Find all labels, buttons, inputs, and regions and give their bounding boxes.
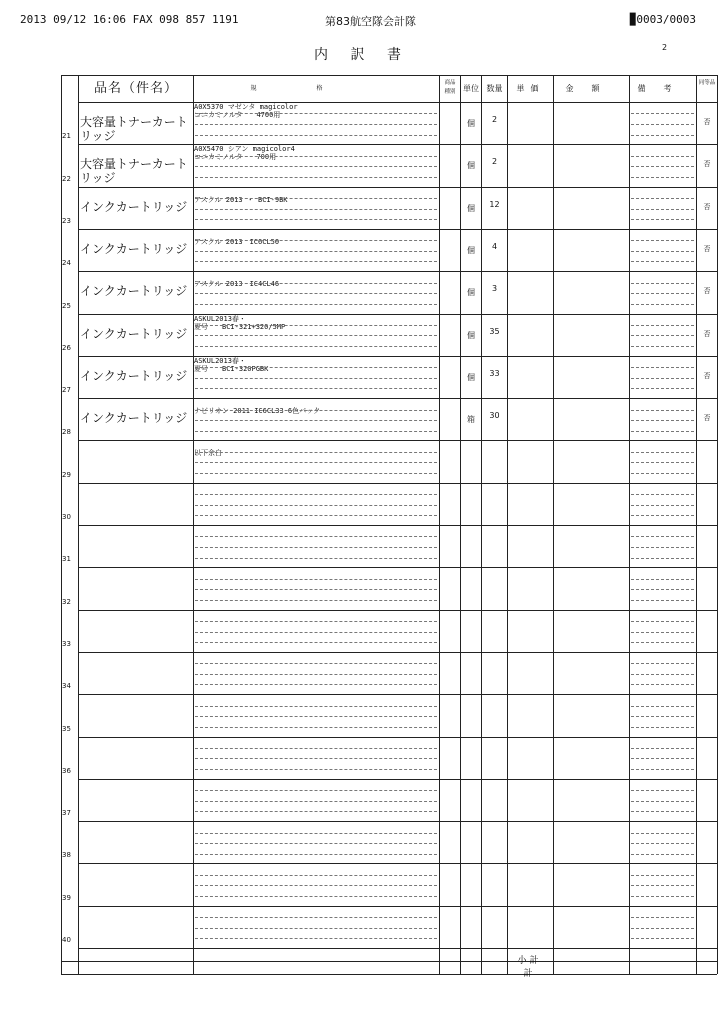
spec-dashed-line [195,727,437,728]
item-name: インクカートリッジ [80,326,188,341]
quantity-value: 12 [489,199,500,209]
remarks-dashed-line [631,304,694,305]
spec-dashed-line [195,505,437,506]
row-number: 34 [62,682,71,691]
row-rule [78,440,717,441]
same-brand-value: 否 [703,329,711,338]
row-number: 40 [62,936,71,944]
spec-dashed-line [195,579,437,580]
spec-line-1: ASKUL2013春・ [194,314,246,323]
row-rule [78,356,717,357]
spec-dashed-line [195,367,437,368]
item-name: インクカートリッジ [80,241,188,256]
remarks-dashed-line [631,388,694,389]
spec-dashed-line [195,304,437,305]
document-title: 内 訳 書 [314,47,410,63]
row-rule [78,863,717,864]
spec-dashed-line [195,452,437,453]
spec-dashed-line [195,462,437,463]
spec-dashed-line [195,473,437,474]
remarks-dashed-line [631,156,694,157]
item-name: インクカートリッジ [80,411,188,426]
quantity-value: 30 [489,411,500,421]
remarks-dashed-line [631,600,694,601]
spec-dashed-line [195,240,437,241]
remarks-dashed-line [631,515,694,516]
row-rule [78,694,717,695]
spec-dashed-line [195,166,437,167]
spec-dashed-line [195,420,437,421]
spec-dashed-line [195,378,437,379]
spec-line-2: ナビリオン 2011 IC6CL33 6色パック [194,407,321,416]
remarks-dashed-line [631,293,694,294]
header-amount: 金額 [565,84,618,93]
spec-line-1: A0X5370 マゼンタ magicolor [194,103,298,111]
header-unit: 単位 [463,84,479,93]
remarks-dashed-line [631,706,694,707]
spec-dashed-line [195,198,437,199]
spec-dashed-line [195,494,437,495]
spec-dashed-line [195,156,437,157]
same-brand-value: 否 [703,287,711,296]
row-rule [78,525,717,526]
same-brand-value: 否 [703,202,711,211]
column-rule [717,75,718,974]
row-rule [78,948,717,949]
spec-line-2: コニカミノルタ 4700用 [194,111,281,119]
remarks-dashed-line [631,505,694,506]
spec-dashed-line [195,885,437,886]
remarks-dashed-line [631,113,694,114]
row-number: 22 [62,174,71,183]
remarks-dashed-line [631,579,694,580]
spec-dashed-line [195,854,437,855]
spec-dashed-line [195,663,437,664]
fax-header-org: 第83航空隊会計隊 [325,15,416,28]
header-bottom-rule [78,102,717,103]
spec-dashed-line [195,642,437,643]
remarks-dashed-line [631,547,694,548]
remarks-dashed-line [631,536,694,537]
row-number: 35 [62,724,71,733]
unit-value: 個 [467,161,475,171]
remarks-dashed-line [631,251,694,252]
row-number: 21 [62,132,71,141]
spec-dashed-line [195,124,437,125]
row-rule [78,567,717,568]
remarks-dashed-line [631,367,694,368]
remarks-dashed-line [631,811,694,812]
spec-dashed-line [195,833,437,834]
quantity-value: 35 [489,326,500,336]
remarks-dashed-line [631,917,694,918]
row-rule [78,779,717,780]
spec-dashed-line [195,388,437,389]
total-label: 計 [523,969,536,979]
header-unit-price: 単価 [516,84,545,93]
row-rule [78,398,717,399]
spec-dashed-line [195,335,437,336]
spec-dashed-line [195,875,437,876]
same-brand-value: 否 [703,160,711,169]
remarks-dashed-line [631,420,694,421]
remarks-dashed-line [631,261,694,262]
header-spec: 規格 [250,85,383,92]
spec-dashed-line [195,209,437,210]
unit-value: 個 [467,245,475,255]
remarks-dashed-line [631,684,694,685]
spec-line-2: アスクル 2013 ・ BCI-9BK [194,195,288,204]
row-rule [78,737,717,738]
row-number: 33 [62,639,71,648]
remarks-dashed-line [631,124,694,125]
header-qty: 数量 [486,84,503,93]
remarks-dashed-line [631,283,694,284]
spec-dashed-line [195,811,437,812]
remarks-dashed-line [631,452,694,453]
remarks-dashed-line [631,219,694,220]
row-number: 27 [62,386,71,395]
remarks-dashed-line [631,558,694,559]
spec-dashed-line [195,843,437,844]
row-number: 30 [62,513,71,521]
remarks-dashed-line [631,632,694,633]
remarks-dashed-line [631,346,694,347]
remarks-dashed-line [631,674,694,675]
row-number: 25 [62,301,71,310]
spec-dashed-line [195,325,437,326]
same-brand-value: 否 [703,371,711,380]
footer-rule [61,961,717,962]
row-number: 32 [62,597,71,606]
header-same-brand: 同等品 [698,80,716,86]
row-rule [78,652,717,653]
table-top-rule [61,75,717,76]
row-rule [78,906,717,907]
unit-value: 箱 [467,415,475,425]
fax-header-page: ▉0003/0003 [629,13,696,26]
spec-line-2: 以下余白 [194,449,222,458]
row-rule [78,271,717,272]
spec-dashed-line [195,113,437,114]
spec-line-2: 夏号 BCI-320PGBK [194,364,269,373]
remarks-dashed-line [631,621,694,622]
spec-dashed-line [195,716,437,717]
fax-header-sender: 2013 09/12 16:06 FAX 098 857 1191 [20,13,239,26]
spec-dashed-line [195,938,437,939]
spec-dashed-line [195,536,437,537]
same-brand-value: 否 [703,414,711,423]
spec-dashed-line [195,515,437,516]
spec-dashed-line [195,632,437,633]
spec-dashed-line [195,917,437,918]
spec-dashed-line [195,177,437,178]
row-rule [78,821,717,822]
remarks-dashed-line [631,325,694,326]
row-number: 28 [62,428,71,437]
spec-dashed-line [195,293,437,294]
row-number: 36 [62,766,71,775]
remarks-dashed-line [631,758,694,759]
spec-dashed-line [195,769,437,770]
row-rule [78,314,717,315]
spec-dashed-line [195,251,437,252]
row-number: 37 [62,809,71,818]
spec-line-1: A0X5470 シアン magicolor4 [194,145,295,154]
unit-value: 個 [467,119,475,128]
remarks-dashed-line [631,716,694,717]
spec-dashed-line [195,748,437,749]
item-name: 大容量トナーカートリッジ [80,115,188,143]
item-name: インクカートリッジ [80,368,188,383]
spec-dashed-line [195,790,437,791]
remarks-dashed-line [631,135,694,136]
unit-value: 個 [467,288,475,298]
spec-line-2: コニカミノルタ 700用 [194,153,277,162]
spec-dashed-line [195,283,437,284]
item-name: 大容量トナーカートリッジ [80,157,188,186]
spec-dashed-line [195,346,437,347]
row-number: 26 [62,343,71,352]
row-number: 31 [62,555,71,564]
remarks-dashed-line [631,431,694,432]
remarks-dashed-line [631,198,694,199]
remarks-dashed-line [631,378,694,379]
spec-line-1: ASKUL2013春・ [194,356,246,365]
spec-dashed-line [195,674,437,675]
spec-dashed-line [195,261,437,262]
row-rule [78,229,717,230]
same-brand-value: 否 [703,244,711,253]
page-number: 2 [662,43,668,52]
header-name: 品名（件名） [93,81,178,96]
remarks-dashed-line [631,928,694,929]
row-number: 39 [62,893,71,902]
remarks-dashed-line [631,896,694,897]
quantity-value: 4 [491,241,498,251]
same-brand-value: 否 [703,118,711,126]
spec-dashed-line [195,431,437,432]
spec-dashed-line [195,135,437,136]
row-number: 29 [62,470,71,479]
remarks-dashed-line [631,663,694,664]
quantity-value: 33 [489,368,500,378]
row-rule [78,187,717,188]
remarks-dashed-line [631,938,694,939]
remarks-dashed-line [631,209,694,210]
remarks-dashed-line [631,843,694,844]
remarks-dashed-line [631,748,694,749]
remarks-dashed-line [631,642,694,643]
row-number: 24 [62,259,71,268]
header-remarks: 備考 [637,84,690,93]
spec-dashed-line [195,410,437,411]
row-rule [78,610,717,611]
spec-dashed-line [195,558,437,559]
remarks-dashed-line [631,166,694,167]
spec-dashed-line [195,801,437,802]
item-name: インクカートリッジ [80,284,188,299]
subtotal-label: 小計 [517,956,542,966]
remarks-dashed-line [631,790,694,791]
spec-dashed-line [195,684,437,685]
row-rule [78,483,717,484]
remarks-dashed-line [631,885,694,886]
spec-dashed-line [195,219,437,220]
spec-dashed-line [195,600,437,601]
remarks-dashed-line [631,769,694,770]
spec-dashed-line [195,589,437,590]
spec-dashed-line [195,706,437,707]
quantity-value: 2 [491,115,498,124]
remarks-dashed-line [631,410,694,411]
spec-dashed-line [195,547,437,548]
spec-dashed-line [195,896,437,897]
row-number: 38 [62,851,71,860]
spec-dashed-line [195,928,437,929]
spec-line-2: アスクル 2013 IC6CL50 [194,237,280,246]
spec-dashed-line [195,621,437,622]
spec-line-2: アスクル 2013 IC4CL46 [194,280,280,289]
remarks-dashed-line [631,833,694,834]
remarks-dashed-line [631,462,694,463]
unit-value: 個 [467,203,475,213]
remarks-dashed-line [631,801,694,802]
header-type: 商品 種別 [444,80,456,95]
remarks-dashed-line [631,473,694,474]
remarks-dashed-line [631,177,694,178]
remarks-dashed-line [631,854,694,855]
remarks-dashed-line [631,875,694,876]
spec-dashed-line [195,758,437,759]
quantity-value: 3 [491,284,498,294]
remarks-dashed-line [631,494,694,495]
remarks-dashed-line [631,335,694,336]
item-name: インクカートリッジ [80,199,188,214]
row-number: 23 [62,216,71,225]
unit-value: 個 [467,372,475,382]
remarks-dashed-line [631,589,694,590]
table-bottom-rule [61,974,717,975]
unit-value: 個 [467,330,475,340]
remarks-dashed-line [631,240,694,241]
spec-line-2: 夏号 BCI-321+320/5MP [194,322,286,331]
row-rule [78,144,717,145]
quantity-value: 2 [491,157,498,167]
remarks-dashed-line [631,727,694,728]
column-rule [61,75,62,974]
